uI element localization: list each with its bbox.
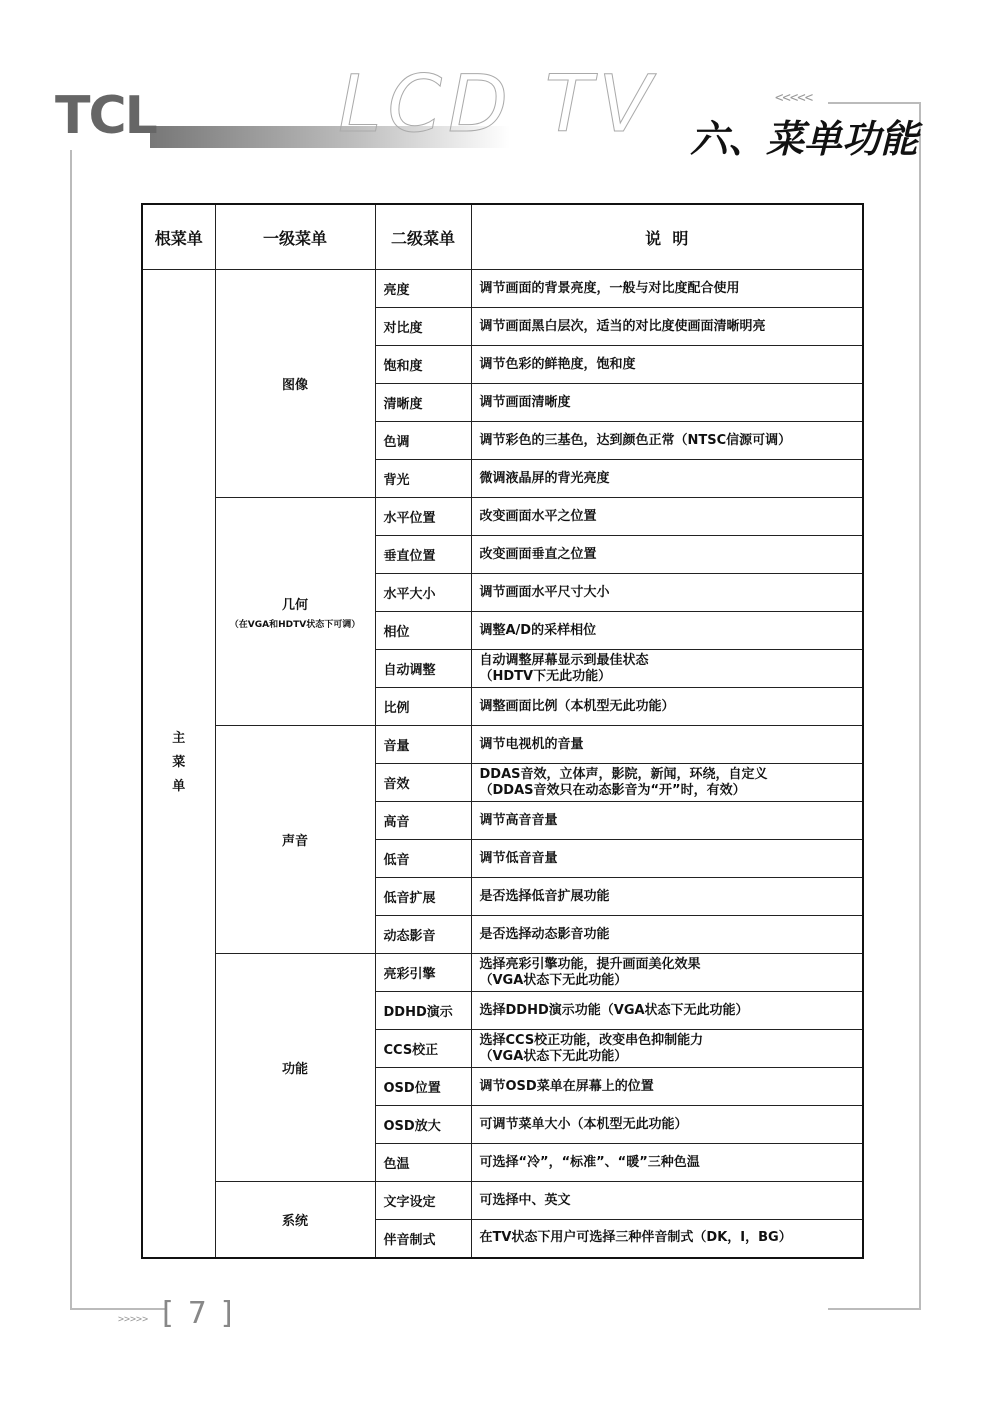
table-row [142,270,863,308]
level2-menu-label: 音量 [375,726,471,764]
frame-line-top [828,102,921,104]
description-cell: 改变画面垂直之位置 [471,536,863,574]
description-cell: 调节画面清晰度 [471,384,863,422]
level2-menu-label: 高音 [375,802,471,840]
level2-menu-label: 动态影音 [375,916,471,954]
level1-menu-label: 图像 [281,378,308,393]
description-cell: 调节低音音量 [471,840,863,878]
level2-menu-label: OSD放大 [375,1106,471,1144]
description-cell: 可选择中、英文 [471,1182,863,1220]
frame-line-left [70,150,72,1310]
description-cell: 调节画面黑白层次，适当的对比度使画面清晰明亮 [471,308,863,346]
header-description: 说 明 [471,204,863,270]
table-header-row [142,204,863,270]
frame-line-bottom-right [828,1308,921,1310]
level2-menu-label: 文字设定 [375,1182,471,1220]
level2-menu-label: 背光 [375,460,471,498]
description-cell: 自动调整屏幕显示到最佳状态 （HDTV下无此功能） [471,650,863,688]
level2-menu-label: 亮彩引擎 [375,954,471,992]
level2-menu-label: 比例 [375,688,471,726]
description-cell: 是否选择动态影音功能 [471,916,863,954]
description-cell: 调整A/D的采样相位 [471,612,863,650]
level2-menu-label: 色调 [375,422,471,460]
description-cell: 调节画面的背景亮度，一般与对比度配合使用 [471,270,863,308]
level2-menu-label: 清晰度 [375,384,471,422]
level2-menu-label: 相位 [375,612,471,650]
level1-menu-note: （在VGA和HDTV状态下可调） [229,619,361,630]
table-row [142,726,863,764]
header-root-menu: 根菜单 [142,204,215,270]
header-level1-menu: 一级菜单 [215,204,375,270]
description-cell: 调节画面水平尺寸大小 [471,574,863,612]
description-cell: 调节高音音量 [471,802,863,840]
level2-menu-label: 垂直位置 [375,536,471,574]
description-cell: 调节OSD菜单在屏幕上的位置 [471,1068,863,1106]
description-cell: 可调节菜单大小（本机型无此功能） [471,1106,863,1144]
description-cell: 调节电视机的音量 [471,726,863,764]
level1-menu-cell [215,1182,375,1258]
level2-menu-label: 色温 [375,1144,471,1182]
level2-menu-label: CCS校正 [375,1030,471,1068]
level1-menu-cell [215,954,375,1182]
level2-menu-label: 亮度 [375,270,471,308]
product-watermark: LCD TV [338,60,658,150]
description-cell: 调节色彩的鲜艳度，饱和度 [471,346,863,384]
description-cell: DDAS音效，立体声，影院，新闻，环绕，自定义 （DDAS音效只在动态影音为“开”时，有效） [471,764,863,802]
description-cell: 在TV状态下用户可选择三种伴音制式（DK，I，BG） [471,1220,863,1258]
description-cell: 微调液晶屏的背光亮度 [471,460,863,498]
description-cell: 改变画面水平之位置 [471,498,863,536]
deco-arrows-icon: <<<<< [775,90,813,106]
level2-menu-label: OSD位置 [375,1068,471,1106]
level2-menu-label: 自动调整 [375,650,471,688]
level2-menu-label: 音效 [375,764,471,802]
level2-menu-label: 饱和度 [375,346,471,384]
section-title: 六、菜单功能 [690,116,919,161]
level2-menu-label: 低音扩展 [375,878,471,916]
level1-menu-label: 系统 [281,1213,308,1229]
level1-menu-cell [215,498,375,726]
page-number-value: 7 [187,1296,221,1331]
root-menu-cell [142,270,215,1258]
page-number: [7] [162,1296,247,1331]
level2-menu-label: DDHD演示 [375,992,471,1030]
level1-menu-cell [215,726,375,954]
frame-line-right [919,102,921,1310]
level2-menu-label: 水平大小 [375,574,471,612]
description-cell: 调整画面比例（本机型无此功能） [471,688,863,726]
table-row [142,954,863,992]
level2-menu-label: 低音 [375,840,471,878]
menu-function-table [141,203,864,1259]
description-cell: 选择CCS校正功能，改变串色抑制能力 （VGA状态下无此功能） [471,1030,863,1068]
level2-menu-label: 水平位置 [375,498,471,536]
page-arrows-icon: >>>>> [118,1314,149,1325]
level2-menu-label: 伴音制式 [375,1220,471,1258]
table-row [142,1182,863,1220]
level1-menu-label: 几何 [281,597,308,613]
description-cell: 是否选择低音扩展功能 [471,878,863,916]
description-cell: 可选择“冷”，“标准”、“暖”三种色温 [471,1144,863,1182]
table-row [142,498,863,536]
description-cell: 选择DDHD演示功能（VGA状态下无此功能） [471,992,863,1030]
level1-menu-cell [215,270,375,498]
header-level2-menu: 二级菜单 [375,204,471,270]
level1-menu-label: 功能 [281,1062,308,1077]
level2-menu-label: 对比度 [375,308,471,346]
description-cell: 选择亮彩引擎功能，提升画面美化效果 （VGA状态下无此功能） [471,954,863,992]
description-cell: 调节彩色的三基色，达到颜色正常（NTSC信源可调） [471,422,863,460]
brand-logo: TCL [55,86,156,146]
frame-line-bottom [70,1308,165,1310]
root-menu-label: 主菜单 [172,731,186,795]
level1-menu-label: 声音 [281,834,308,849]
